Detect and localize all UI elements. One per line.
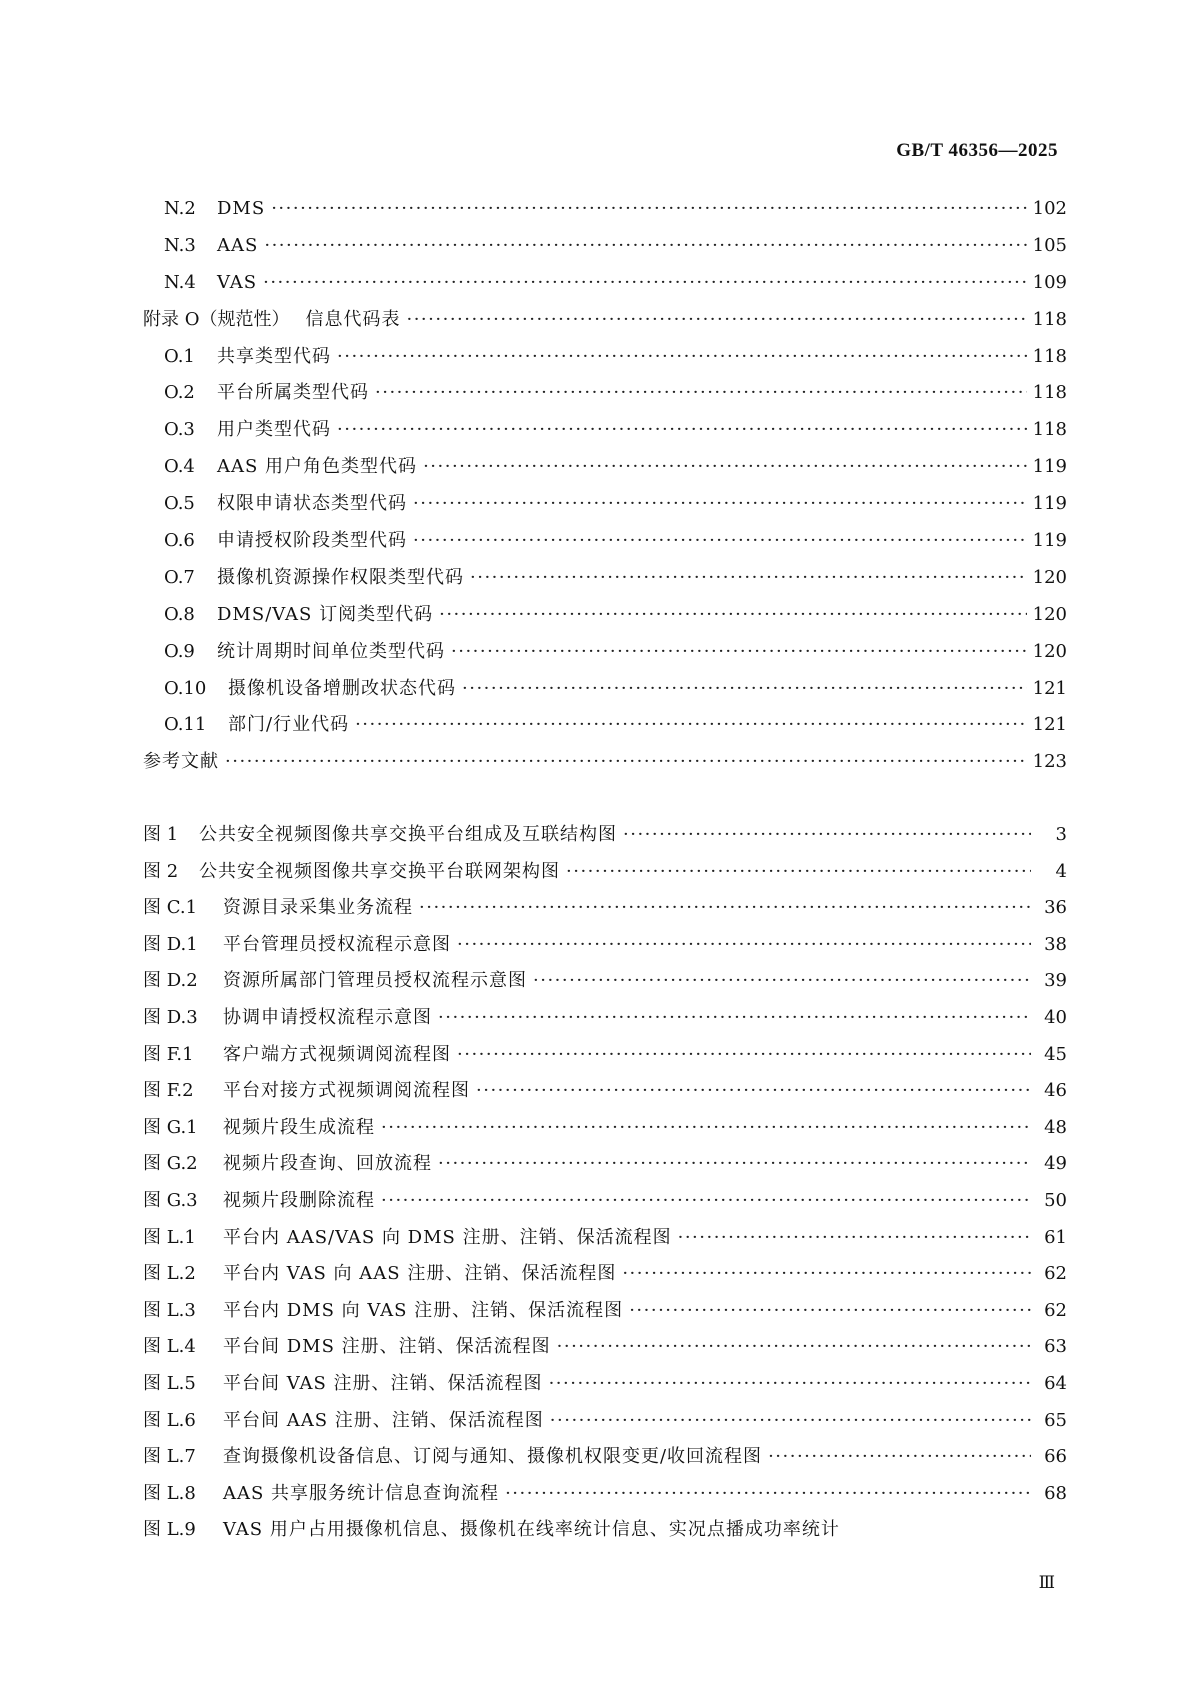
figure-entry-title: 客户端方式视频调阅流程图 [223, 1043, 451, 1065]
toc-entry-title: DMS [217, 198, 266, 219]
figure-entry-number: 图 L.6 [143, 1409, 196, 1431]
toc-entry[interactable] [143, 523, 1067, 560]
figure-entry[interactable] [143, 1073, 1067, 1110]
figure-list [143, 817, 1067, 1549]
toc-entry-number: O.6 [164, 530, 195, 552]
figure-leader-dots [457, 1037, 1031, 1074]
toc-entry[interactable] [143, 707, 1067, 744]
toc-entry[interactable] [143, 597, 1067, 634]
toc-entry-number: O.3 [164, 419, 195, 441]
toc-entry-title: 平台所属类型代码 [217, 382, 369, 404]
toc-entry[interactable] [143, 449, 1067, 486]
figure-entry-title: 公共安全视频图像共享交换平台联网架构图 [199, 860, 560, 882]
figure-entry-number: 图 C.1 [143, 897, 198, 919]
figure-entry-number: 图 G.2 [143, 1153, 198, 1175]
figure-leader-dots [505, 1476, 1031, 1513]
toc-entry-page: 123 [1032, 751, 1067, 773]
toc-leader-dots [451, 634, 1027, 671]
toc-entry-title: AAS 用户角色类型代码 [217, 456, 418, 478]
figure-entry[interactable] [143, 1146, 1067, 1183]
figure-leader-dots [438, 1000, 1031, 1037]
toc-leader-dots [375, 375, 1027, 412]
toc-entry-page: 121 [1032, 677, 1067, 699]
figure-leader-dots [457, 927, 1031, 964]
toc-leader-dots [225, 744, 1027, 781]
figure-entry-number: 图 L.3 [143, 1299, 196, 1321]
figure-entry[interactable] [143, 1183, 1067, 1220]
figure-entry-page: 39 [1044, 970, 1067, 992]
figure-entry[interactable] [143, 1366, 1067, 1403]
toc-entry-number: N.3 [164, 234, 196, 256]
figure-entry-page: 50 [1044, 1189, 1067, 1211]
figure-entry-page: 38 [1044, 933, 1067, 955]
figure-entry-page: 65 [1044, 1409, 1067, 1431]
figure-leader-dots [419, 890, 1031, 927]
figure-entry-number: 图 L.7 [143, 1446, 196, 1468]
toc-leader-dots [413, 486, 1027, 523]
figure-entry-title: 平台对接方式视频调阅流程图 [223, 1080, 470, 1102]
toc-entry-page: 118 [1032, 308, 1067, 330]
toc-entry-number: N.2 [164, 198, 196, 219]
toc-entry-title: 共享类型代码 [217, 345, 331, 367]
toc-entry-number: O.9 [164, 640, 195, 662]
toc-leader-dots [406, 302, 1026, 339]
toc-leader-dots [413, 523, 1027, 560]
toc-entry-number: O.4 [164, 456, 195, 478]
figure-entry[interactable] [143, 1329, 1067, 1366]
figure-entry[interactable] [143, 817, 1067, 854]
toc-entry[interactable] [143, 486, 1067, 523]
figure-entry[interactable] [143, 1512, 1067, 1549]
figure-entry-number: 图 F.1 [143, 1043, 194, 1065]
figure-entry-title: 平台间 DMS 注册、注销、保活流程图 [223, 1336, 551, 1358]
figure-entry-title: 查询摄像机设备信息、订阅与通知、摄像机权限变更/收回流程图 [223, 1446, 763, 1468]
figure-leader-dots [566, 854, 1031, 891]
figure-entry-title: VAS 用户占用摄像机信息、摄像机在线率统计信息、实况点播成功率统计 [223, 1519, 840, 1541]
figure-entry-page: 64 [1044, 1372, 1067, 1394]
figure-entry-page: 3 [1055, 824, 1067, 845]
figure-entry-title: 平台管理员授权流程示意图 [223, 933, 451, 955]
figure-leader-dots [623, 817, 1031, 854]
toc-entry-title: 统计周期时间单位类型代码 [217, 640, 445, 662]
figure-entry-number: 图 L.9 [143, 1519, 196, 1541]
toc-entry-page: 121 [1032, 714, 1067, 736]
toc-entry-page: 105 [1032, 234, 1067, 256]
figure-entry[interactable] [143, 1293, 1067, 1330]
figure-entry[interactable] [143, 927, 1067, 964]
toc-entry-number: O.11 [164, 714, 207, 736]
figure-entry-page: 48 [1044, 1116, 1067, 1138]
figure-entry-page: 4 [1055, 860, 1067, 882]
figure-entry-title: AAS 共享服务统计信息查询流程 [223, 1482, 500, 1504]
figure-entry-title: 平台间 AAS 注册、注销、保活流程图 [223, 1409, 544, 1431]
figure-entry-page: 40 [1044, 1006, 1067, 1028]
figure-entry[interactable] [143, 1256, 1067, 1293]
toc-entry-title: 信息代码表 [305, 308, 401, 330]
toc-entry-title: VAS [217, 271, 258, 293]
toc-entry-page: 118 [1032, 382, 1067, 404]
figure-entry-page: 61 [1044, 1226, 1067, 1248]
figure-leader-dots [381, 1183, 1031, 1220]
figure-entry-number: 图 D.3 [143, 1006, 198, 1028]
figure-entry-title: 资源所属部门管理员授权流程示意图 [223, 970, 527, 992]
figure-leader-dots [629, 1293, 1031, 1330]
toc-entry-page: 118 [1032, 419, 1067, 441]
toc-leader-dots [263, 265, 1027, 302]
figure-entry-page: 36 [1044, 897, 1067, 919]
toc-entry-number: O.5 [164, 493, 195, 515]
figure-entry-page: 62 [1044, 1263, 1067, 1285]
toc-entry-title: 摄像机设备增删改状态代码 [228, 677, 456, 699]
toc-entry[interactable] [143, 228, 1067, 265]
figure-leader-dots [678, 1220, 1031, 1257]
figure-entry-page: 63 [1044, 1336, 1067, 1358]
toc-entry-title: 部门/行业代码 [228, 714, 350, 736]
toc-entry-number: O.7 [164, 566, 195, 588]
figure-leader-dots [476, 1073, 1031, 1110]
figure-entry-number: 图 L.4 [143, 1336, 196, 1358]
toc-leader-dots [439, 597, 1027, 634]
toc-entry[interactable] [143, 265, 1067, 302]
toc-entry-page: 102 [1032, 198, 1067, 219]
figure-leader-dots [768, 1439, 1031, 1476]
toc-entry-title: 权限申请状态类型代码 [217, 493, 407, 515]
toc-entry-number: O.1 [164, 345, 195, 367]
figure-entry-page: 49 [1044, 1153, 1067, 1175]
figure-entry-page: 66 [1044, 1446, 1067, 1468]
standard-code: GB/T 46356—2025 [896, 140, 1058, 161]
figure-entry-title: 平台内 DMS 向 VAS 注册、注销、保活流程图 [223, 1299, 624, 1321]
figure-entry-number: 图 D.1 [143, 933, 198, 955]
toc-leader-dots [355, 707, 1027, 744]
toc-leader-dots [337, 412, 1027, 449]
toc-entry-number: 附录 O（规范性） [143, 308, 290, 330]
figure-entry-title: 平台内 AAS/VAS 向 DMS 注册、注销、保活流程图 [223, 1226, 672, 1248]
figure-entry-title: 视频片段删除流程 [223, 1189, 375, 1211]
toc-leader-dots [462, 671, 1027, 708]
toc-entry-page: 120 [1032, 566, 1067, 588]
toc-entry[interactable] [143, 744, 1067, 781]
figure-leader-dots [438, 1146, 1031, 1183]
toc-leader-dots [470, 560, 1027, 597]
figure-leader-dots [550, 1403, 1031, 1440]
toc-entry[interactable] [143, 302, 1067, 339]
figure-leader-dots [549, 1366, 1031, 1403]
toc-entry-title: 用户类型代码 [217, 419, 331, 441]
toc-entry-page: 119 [1032, 530, 1067, 552]
figure-entry-number: 图 L.5 [143, 1372, 196, 1394]
figure-entry-number: 图 L.8 [143, 1482, 196, 1504]
toc-entry-page: 119 [1032, 456, 1067, 478]
figure-entry-title: 资源目录采集业务流程 [223, 897, 413, 919]
figure-entry[interactable] [143, 1403, 1067, 1440]
figure-entry-page: 62 [1044, 1299, 1067, 1321]
figure-entry-title: 平台内 VAS 向 AAS 注册、注销、保活流程图 [223, 1263, 617, 1285]
figure-entry-title: 视频片段生成流程 [223, 1116, 375, 1138]
toc-entry[interactable] [143, 560, 1067, 597]
toc-leader-dots [264, 228, 1026, 265]
figure-entry-page: 45 [1044, 1043, 1067, 1065]
toc-entry[interactable] [143, 412, 1067, 449]
toc-entry-number: O.2 [164, 382, 195, 404]
figure-entry[interactable] [143, 1439, 1067, 1476]
toc-entry-title: AAS [217, 234, 259, 256]
toc-entry[interactable] [143, 339, 1067, 376]
toc-entry-page: 119 [1032, 493, 1067, 515]
toc-entry[interactable] [143, 191, 1067, 228]
figure-entry-number: 图 G.3 [143, 1189, 198, 1211]
toc-entry-title: DMS/VAS 订阅类型代码 [217, 603, 434, 625]
table-of-contents [143, 191, 1067, 781]
figure-entry-number: 图 1 [143, 824, 179, 845]
toc-entry-title: 摄像机资源操作权限类型代码 [217, 566, 464, 588]
toc-entry-page: 120 [1032, 640, 1067, 662]
figure-entry[interactable] [143, 890, 1067, 927]
figure-entry[interactable] [143, 854, 1067, 891]
figure-leader-dots [533, 963, 1031, 1000]
figure-entry-title: 协调申请授权流程示意图 [223, 1006, 432, 1028]
figure-entry-number: 图 F.2 [143, 1080, 194, 1102]
toc-leader-dots [337, 339, 1027, 376]
toc-entry-title: 参考文献 [143, 751, 219, 773]
figure-entry-number: 图 2 [143, 860, 179, 882]
toc-entry-page: 118 [1032, 345, 1067, 367]
toc-entry-number: O.8 [164, 603, 195, 625]
figure-entry[interactable] [143, 1476, 1067, 1513]
figure-entry-title: 平台间 VAS 注册、注销、保活流程图 [223, 1372, 543, 1394]
figure-entry-page: 68 [1044, 1482, 1067, 1504]
figure-entry[interactable] [143, 1220, 1067, 1257]
figure-entry-number: 图 D.2 [143, 970, 198, 992]
toc-entry[interactable] [143, 671, 1067, 708]
figure-entry-title: 公共安全视频图像共享交换平台组成及互联结构图 [199, 824, 617, 845]
toc-entry-page: 120 [1032, 603, 1067, 625]
figure-leader-dots [381, 1110, 1031, 1147]
figure-entry-number: 图 L.2 [143, 1263, 196, 1285]
figure-entry-number: 图 L.1 [143, 1226, 196, 1248]
figure-entry-page: 46 [1044, 1080, 1067, 1102]
toc-leader-dots [271, 191, 1026, 228]
toc-entry-number: O.10 [164, 677, 207, 699]
figure-entry-number: 图 G.1 [143, 1116, 198, 1138]
figure-entry[interactable] [143, 963, 1067, 1000]
page-number: Ⅲ [1038, 1573, 1055, 1593]
toc-entry-number: N.4 [164, 271, 196, 293]
figure-leader-dots [622, 1256, 1031, 1293]
toc-entry[interactable] [143, 375, 1067, 412]
figure-entry-title: 视频片段查询、回放流程 [223, 1153, 432, 1175]
toc-entry-title: 申请授权阶段类型代码 [217, 530, 407, 552]
toc-leader-dots [423, 449, 1027, 486]
toc-entry-page: 109 [1032, 271, 1067, 293]
figure-leader-dots [557, 1329, 1031, 1366]
figure-entry[interactable] [143, 1000, 1067, 1037]
figure-entry[interactable] [143, 1110, 1067, 1147]
figure-entry[interactable] [143, 1037, 1067, 1074]
toc-entry[interactable] [143, 634, 1067, 671]
